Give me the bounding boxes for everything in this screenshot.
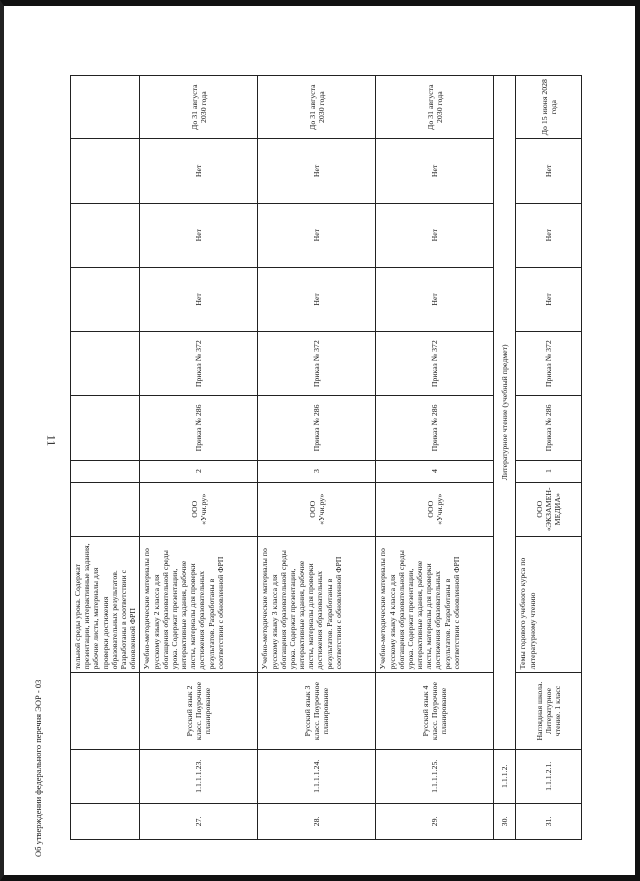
- cell-order-372: Приказ № 372: [376, 332, 494, 396]
- cell-number: 30.: [494, 803, 516, 839]
- cell-code: 1.1.1.2.: [494, 749, 516, 803]
- cell-empty: [71, 482, 140, 536]
- cell-empty: [71, 749, 140, 803]
- cell-code: 1.1.1.2.1.: [516, 749, 582, 803]
- table-row: [258, 76, 376, 840]
- table-row: [140, 76, 258, 840]
- cell-description: Учебно-методические материалы по русскому языку 3 класса для обогащения образовательной среды урока. Содержат презентации, интерактивные задания, рабочие листы, материалы для проверки достижения образовательных результатов. Разработаны в соответствии с обновленной ФРП: [258, 536, 376, 673]
- cell-number: 29.: [376, 803, 494, 839]
- cell-code: 1.1.1.1.25.: [376, 749, 494, 803]
- resource-register-table: [70, 75, 582, 840]
- cell-organization: ООО «Учи.ру»: [140, 482, 258, 536]
- cell-flag-1: Нет: [516, 267, 582, 331]
- cell-code: 1.1.1.1.24.: [258, 749, 376, 803]
- cell-title: Наглядная школа. Литературное чтение. 1 класс: [516, 673, 582, 749]
- cell-number: 31.: [516, 803, 582, 839]
- cell-organization: ООО «Учи.ру»: [258, 482, 376, 536]
- cell-organization: ООО «ЭКЗАМЕН-МЕДИА»: [516, 482, 582, 536]
- cell-order-286: Приказ № 286: [516, 396, 582, 460]
- table-rotation-frame: [70, 75, 580, 840]
- cell-flag-3: Нет: [516, 139, 582, 203]
- cell-flag-3: Нет: [258, 139, 376, 203]
- table-row: [376, 76, 494, 840]
- cell-code: 1.1.1.1.23.: [140, 749, 258, 803]
- cell-empty: [71, 332, 140, 396]
- cell-title: Русский язык 2 класс. Поурочное планирование: [140, 673, 258, 749]
- cell-description: тельной среды урока. Содержат презентации, интерактивные задания, рабочие листы, материалы для проверки достижения образовательных результатов. Разработаны в соответствии с обновленной ФРП: [71, 536, 140, 673]
- cell-flag-1: Нет: [258, 267, 376, 331]
- cell-empty: [71, 76, 140, 139]
- cell-description: Учебно-методические материалы по русскому языку 4 класса для обогащения образовательной среды урока. Содержат презентации, интерактивные задания, рабочие листы, материалы для проверки достижения образовательных результатов. Разработаны в соответствии с обновленной ФРП: [376, 536, 494, 673]
- cell-order-372: Приказ № 372: [140, 332, 258, 396]
- rotated-table-container: [70, 75, 580, 840]
- cell-order-372: Приказ № 372: [258, 332, 376, 396]
- table-row: [516, 76, 582, 840]
- cell-order-286: Приказ № 286: [376, 396, 494, 460]
- page-number: 11: [44, 434, 59, 447]
- cell-flag-3: Нет: [140, 139, 258, 203]
- cell-grade: 2: [140, 460, 258, 482]
- cell-empty: [71, 139, 140, 203]
- cell-empty: [71, 396, 140, 460]
- cell-number: 28.: [258, 803, 376, 839]
- cell-empty: [71, 673, 140, 749]
- cell-description: Учебно-методические материалы по русскому языку 2 класса для обогащения образовательной среды урока. Содержат презентации, интерактивные задания, рабочие листы, материалы для проверки достижения образовательных результатов. Разработаны в соответствии с обновленной ФРП: [140, 536, 258, 673]
- cell-flag-3: Нет: [376, 139, 494, 203]
- cell-term: До 31 августа 2030 года: [258, 76, 376, 139]
- cell-term: До 31 августа 2030 года: [140, 76, 258, 139]
- document-footer: Об утверждении федерального перечня ЭОР - 03: [33, 679, 43, 857]
- cell-empty: [71, 803, 140, 839]
- cell-empty: [71, 267, 140, 331]
- cell-flag-1: Нет: [376, 267, 494, 331]
- cell-grade: 4: [376, 460, 494, 482]
- cell-empty: [71, 203, 140, 267]
- cell-grade: 3: [258, 460, 376, 482]
- table-row-continuation: [71, 76, 140, 840]
- cell-organization: ООО «Учи.ру»: [376, 482, 494, 536]
- cell-description: Темы годового учебного курса по литературному чтению: [516, 536, 582, 673]
- cell-title: Русский язык 3 класс. Поурочное планирование: [258, 673, 376, 749]
- cell-flag-2: Нет: [140, 203, 258, 267]
- cell-term: До 15 июня 2028 года: [516, 76, 582, 139]
- table-section-row: [494, 76, 516, 840]
- cell-flag-2: Нет: [376, 203, 494, 267]
- cell-term: До 31 августа 2030 года: [376, 76, 494, 139]
- cell-flag-1: Нет: [140, 267, 258, 331]
- cell-flag-2: Нет: [258, 203, 376, 267]
- cell-order-372: Приказ № 372: [516, 332, 582, 396]
- cell-section-title: Литературное чтение (учебный предмет): [494, 76, 516, 750]
- cell-flag-2: Нет: [516, 203, 582, 267]
- cell-order-286: Приказ № 286: [258, 396, 376, 460]
- cell-grade: 1: [516, 460, 582, 482]
- cell-title: Русский язык 4 класс. Поурочное планирование: [376, 673, 494, 749]
- cell-empty: [71, 460, 140, 482]
- cell-number: 27.: [140, 803, 258, 839]
- cell-order-286: Приказ № 286: [140, 396, 258, 460]
